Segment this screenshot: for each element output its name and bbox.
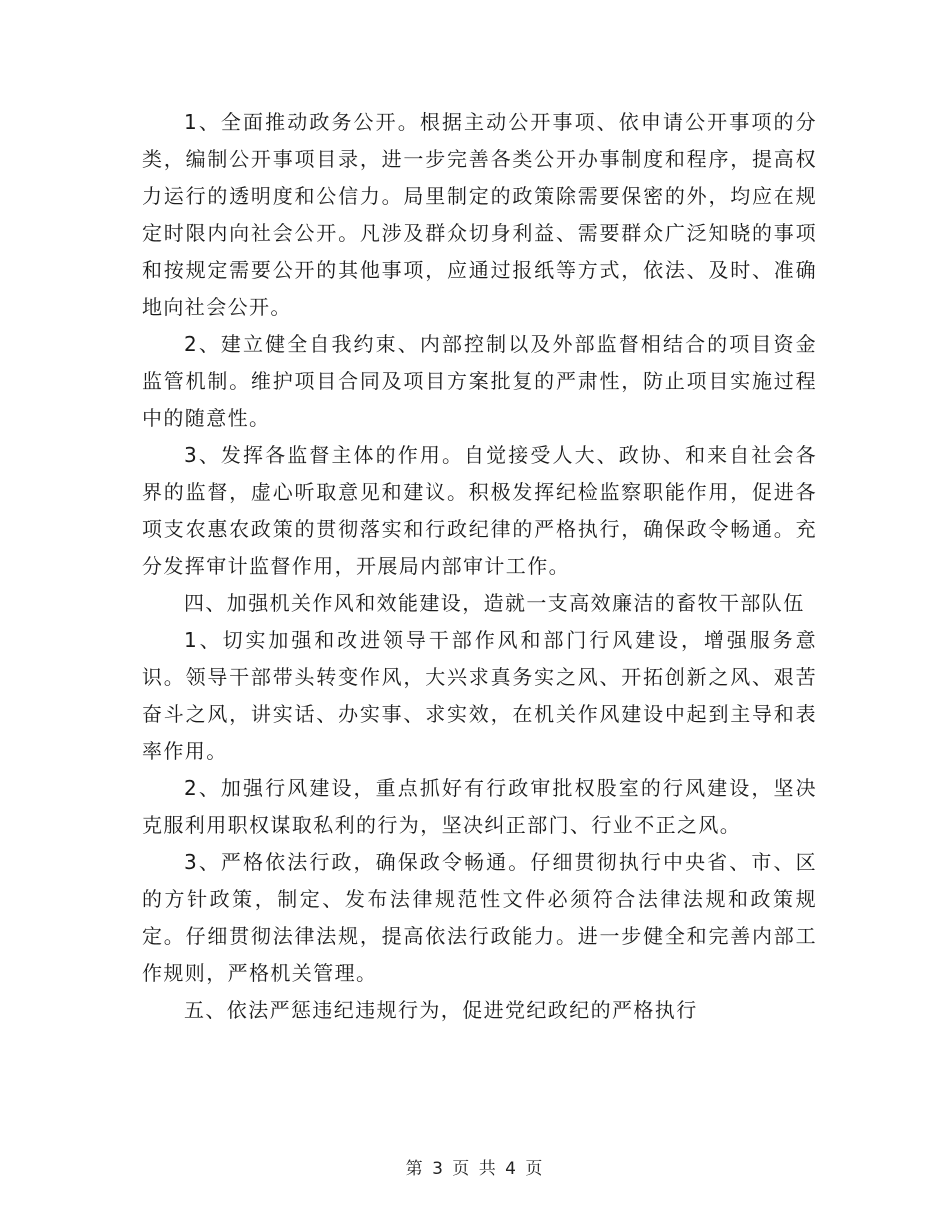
paragraph-1: 1、全面推动政务公开。根据主动公开事项、依申请公开事项的分类，编制公开事项目录，进一步完善各类公开办事制度和程序，提高权力运行的透明度和公信力。局里制定的政策除需要保密的外，均应在规定时限内向社会公开。凡涉及群众切身利益、需要群众广泛知晓的事项和按规定需要公开的其他事项，应通过报纸等方式，依法、及时、准确地向社会公开。 [142, 110, 817, 319]
paragraph-4: 1、切实加强和改进领导干部作风和部门行风建设，增强服务意识。领导干部带头转变作风，大兴求真务实之风、开拓创新之风、艰苦奋斗之风，讲实话、办实事、求实效，在机关作风建设中起到主导和表率作用。 [142, 628, 817, 763]
section-heading-4: 四、加强机关作风和效能建设，造就一支高效廉洁的畜牧干部队伍 [184, 591, 805, 615]
paragraph-2: 2、建立健全自我约束、内部控制以及外部监督相结合的项目资金监管机制。维护项目合同及项目方案批复的严肃性，防止项目实施过程中的随意性。 [142, 332, 817, 430]
paragraph-5: 2、加强行风建设，重点抓好有行政审批权股室的行风建设，坚决克服利用职权谋取私利的行为，坚决纠正部门、行业不正之风。 [142, 776, 817, 837]
paragraph-3: 3、发挥各监督主体的作用。自觉接受人大、政协、和来自社会各界的监督，虚心听取意见和建议。积极发挥纪检监察职能作用，促进各项支农惠农政策的贯彻落实和行政纪律的严格执行，确保政令畅通。充分发挥审计监督作用，开展局内部审计工作。 [142, 443, 817, 578]
section-heading-5: 五、依法严惩违纪违规行为，促进党纪政纪的严格执行 [184, 998, 698, 1022]
paragraph-6: 3、严格依法行政，确保政令畅通。仔细贯彻执行中央省、市、区的方针政策，制定、发布法律规范性文件必须符合法律法规和政策规定。仔细贯彻法律法规，提高依法行政能力。进一步健全和完善内部工作规则，严格机关管理。 [142, 850, 817, 985]
page-number-footer: 第 3 页 共 4 页 [405, 1159, 545, 1179]
document-body [142, 104, 817, 1029]
